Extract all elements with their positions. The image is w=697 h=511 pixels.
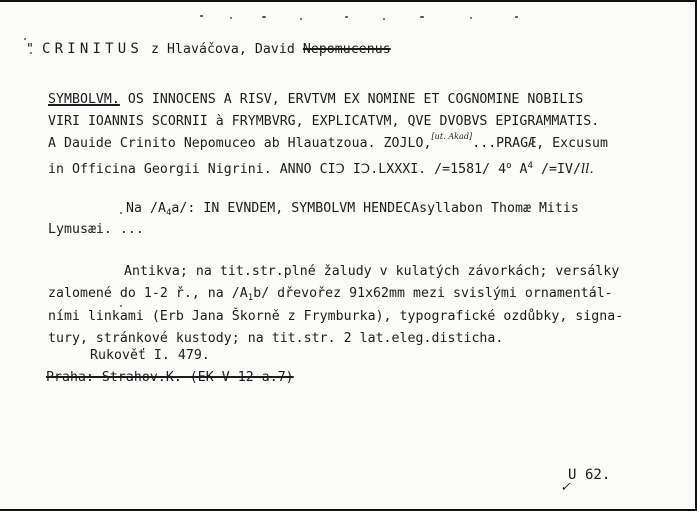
description-text-b: b/ dřevořez 91x62mm mezi svislými ornamentál- bbox=[253, 286, 613, 301]
handwritten-check-mark: ✓ bbox=[560, 480, 571, 495]
scan-speck bbox=[515, 16, 518, 18]
shelf-mark: U 62. bbox=[568, 467, 611, 483]
description-text-a: zalomené do 1-2 ř., na /A bbox=[48, 286, 248, 301]
second-part-line-1 bbox=[126, 201, 579, 221]
description-line-4: tury, stránkové kustody; na tit.str. 2 lat.eleg.disticha. bbox=[48, 331, 504, 346]
author-forename: z Hlaváčova, David bbox=[151, 42, 303, 57]
author-struck-name: Nepomucenus bbox=[302, 42, 391, 57]
signature-label: A bbox=[511, 162, 528, 177]
leaf-count: /=IV/ bbox=[533, 162, 581, 177]
scan-speck bbox=[200, 15, 203, 17]
bibliographic-reference: Rukověť I. 479. bbox=[90, 348, 210, 363]
scan-speck bbox=[230, 17, 232, 19]
second-part-subscript: 4 bbox=[165, 208, 172, 218]
title-line-3 bbox=[48, 132, 609, 153]
title-symbol-word: SYMBOLVM. bbox=[48, 92, 120, 107]
second-part-line-2: Lymusæi. ... bbox=[48, 222, 144, 237]
scan-speck bbox=[120, 212, 122, 214]
description-line-2 bbox=[48, 286, 613, 306]
handwritten-leaves: ll. bbox=[580, 162, 594, 177]
struck-location-line: Praha: Strahov.K. (EK V 12 a.7) bbox=[46, 370, 294, 385]
title-line-4 bbox=[48, 158, 594, 178]
second-part-text-b: a/: IN EVNDEM, SYMBOLVM HENDECAsyllabon Thomæ Mitis bbox=[171, 201, 579, 216]
scan-speck bbox=[345, 16, 348, 18]
scan-speck bbox=[383, 18, 385, 20]
description-line-3: ními linkami (Erb Jana Škorně z Frymburka), typografické ozdůbky, signa- bbox=[48, 309, 624, 324]
description-line-1: Antikva; na tit.str.plné žaludy v kulatých závorkách; versálky bbox=[124, 264, 620, 279]
title-line-3-text-a: A Dauide Crinito Nepomuceo ab Hlauatzoua. ZOJLO, bbox=[48, 136, 432, 151]
format-superscript: o bbox=[506, 161, 512, 171]
scan-speck bbox=[300, 18, 302, 20]
description-subscript: 1 bbox=[247, 293, 254, 303]
signature-superscript: 4 bbox=[527, 161, 533, 171]
heading-quote-mark: " bbox=[26, 42, 34, 57]
scan-speck bbox=[420, 16, 424, 18]
title-line-3-text-b: ...PRAGÆ, Excusum bbox=[472, 136, 609, 151]
card-top-edge bbox=[0, 0, 697, 2]
title-line-1 bbox=[48, 92, 583, 108]
scan-speck bbox=[470, 17, 472, 19]
title-line-2: VIRI IOANNIS SCORNII à FRYMBVRG, EXPLICATVM, QVE DVOBVS EPIGRAMMATIS. bbox=[48, 114, 600, 129]
imprint-text: in Officina Georgii Nigrini. ANNO CIↃ IↃ.LXXXI. /=1581/ 4 bbox=[48, 162, 507, 177]
second-part-text-a: Na /A bbox=[126, 201, 166, 216]
handwritten-annotation: [ut. Akad] bbox=[431, 132, 473, 141]
author-surname: CRINITUS bbox=[42, 41, 144, 57]
scan-speck bbox=[262, 16, 266, 18]
title-line-1-text: OS INNOCENS A RISV, ERVTVM EX NOMINE ET COGNOMINE NOBILIS bbox=[119, 92, 584, 107]
card-heading bbox=[26, 41, 391, 58]
scan-speck bbox=[24, 38, 26, 40]
